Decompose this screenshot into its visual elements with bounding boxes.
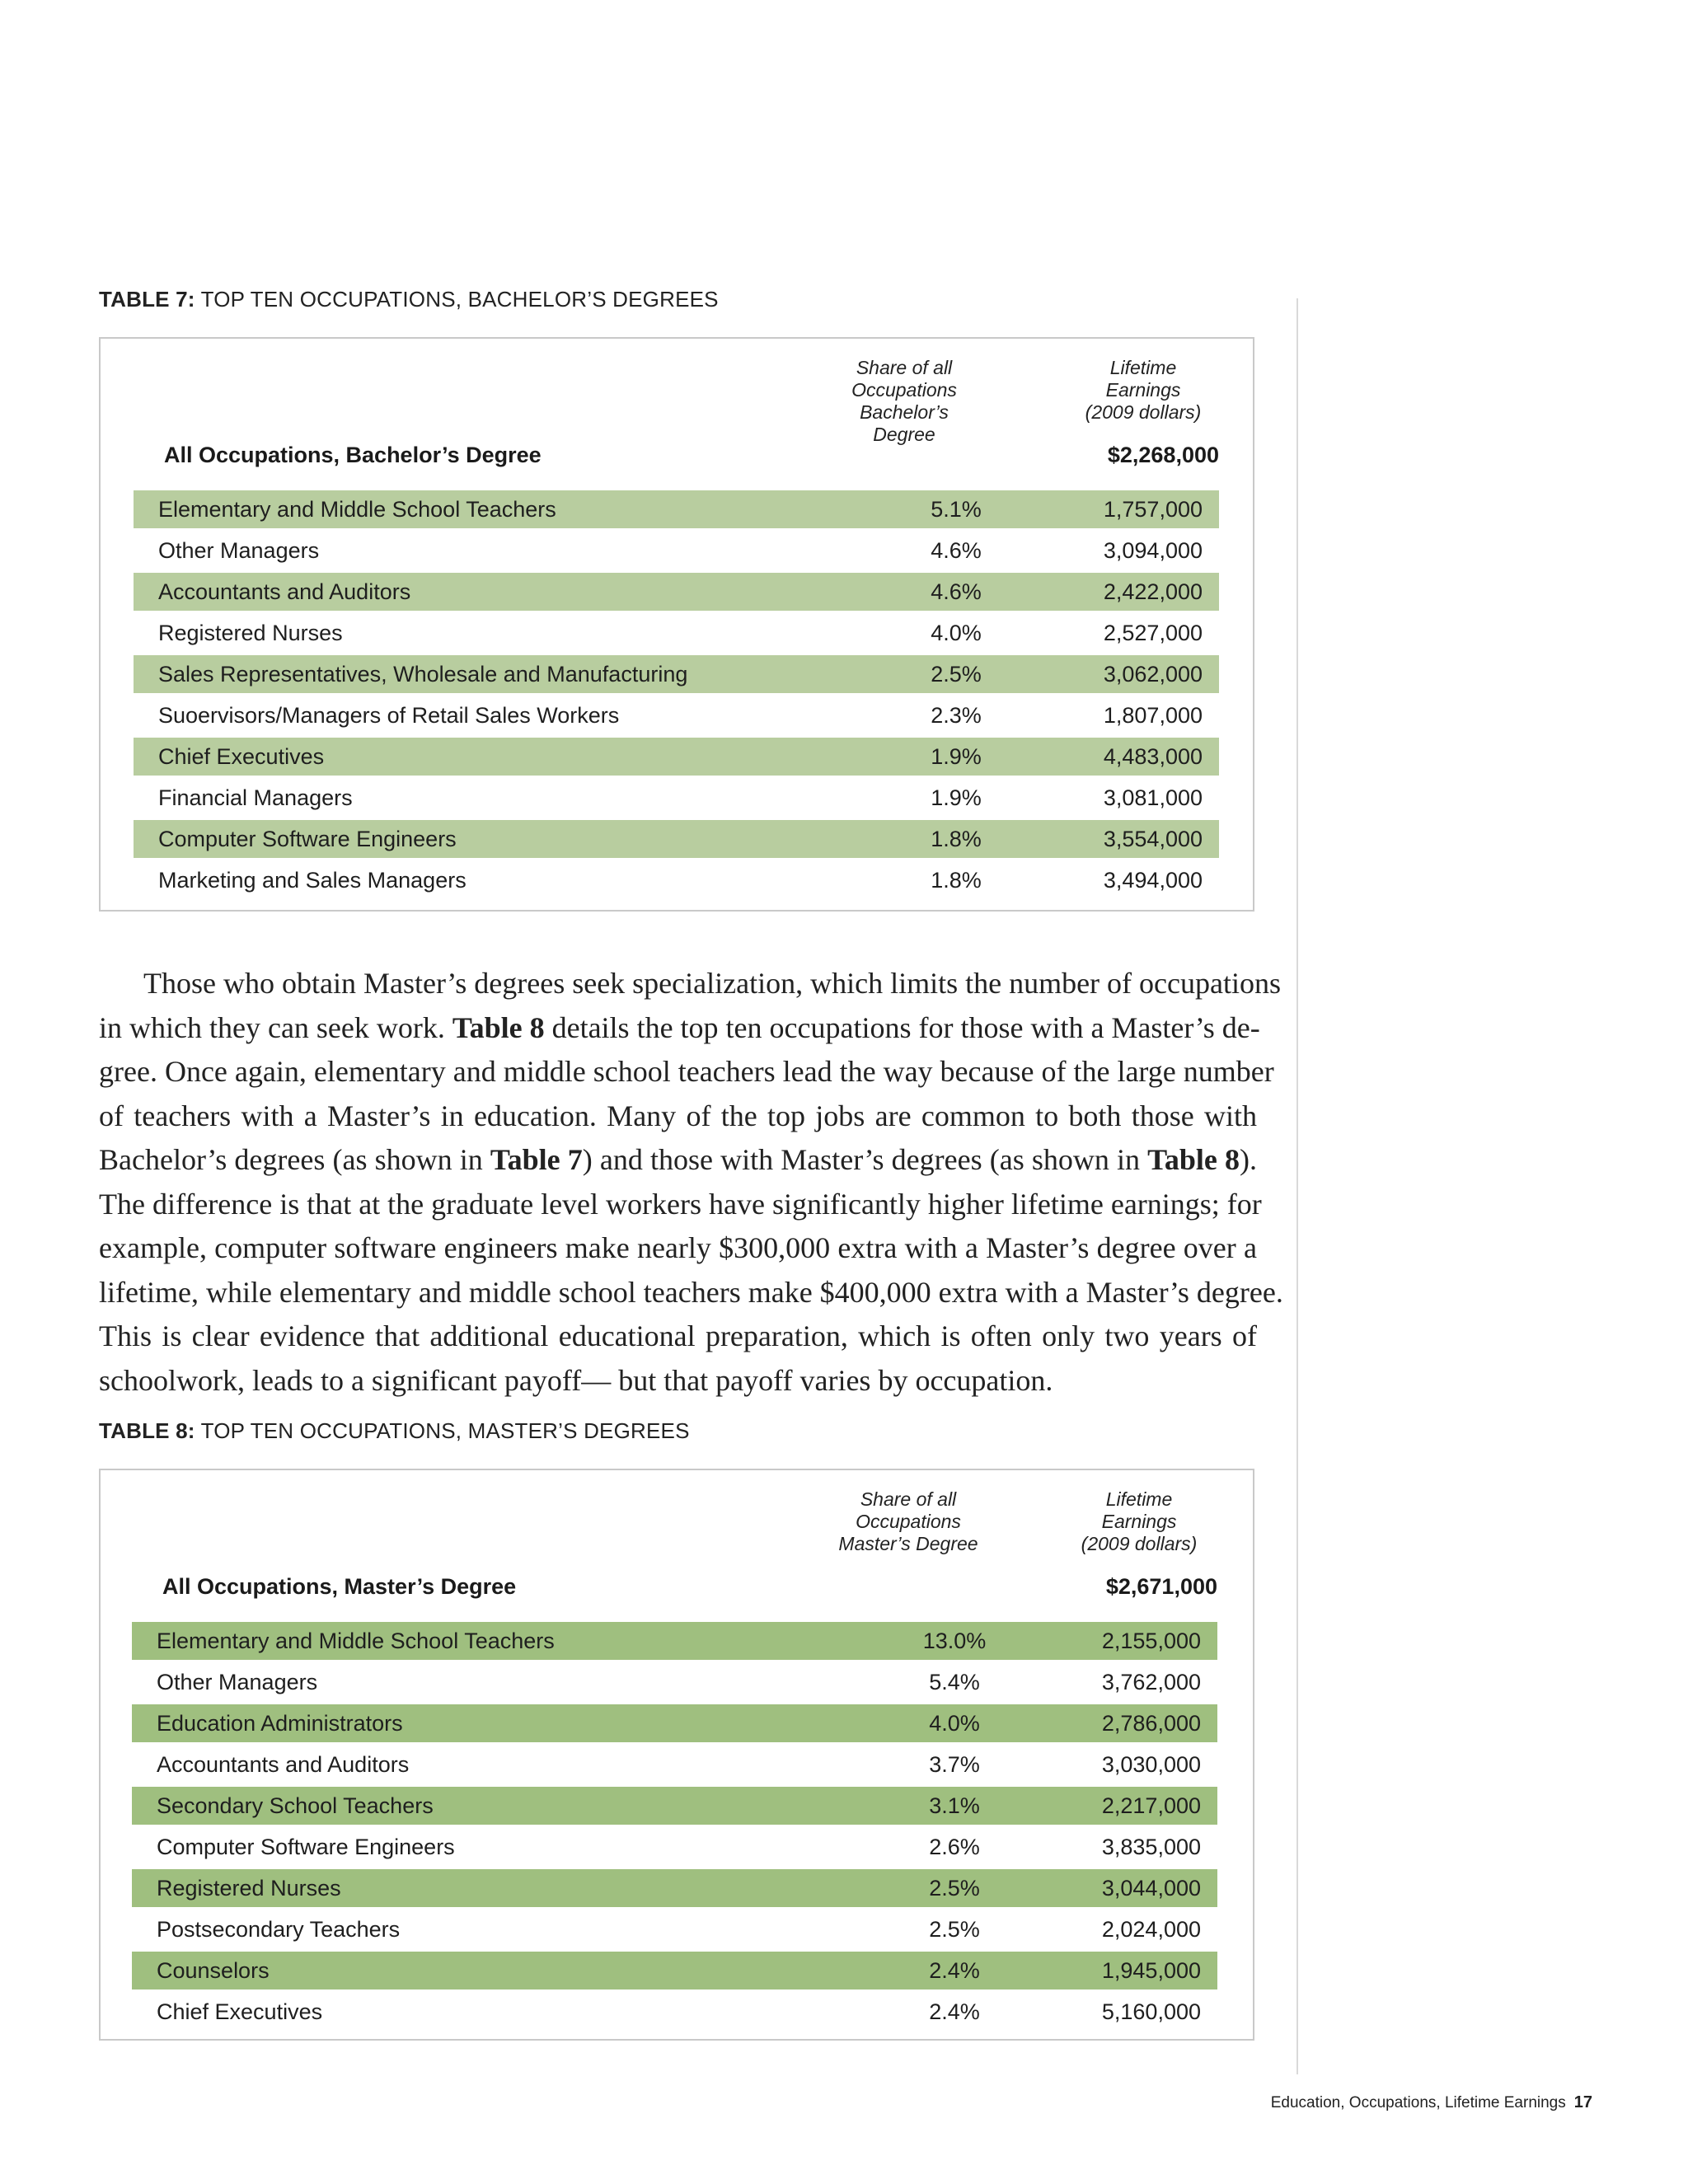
row-occupation: Financial Managers — [158, 785, 353, 810]
row-earnings: 2,217,000 — [1101, 1793, 1201, 1818]
table-row — [132, 1952, 1217, 1990]
row-earnings: 3,062,000 — [1103, 662, 1203, 687]
row-occupation: Chief Executives — [158, 744, 325, 769]
row-share: 2.3% — [931, 703, 982, 728]
row-occupation: Computer Software Engineers — [157, 1835, 455, 1859]
table8-reference: Table 8 — [1147, 1143, 1240, 1176]
paragraph-line — [99, 1138, 1257, 1183]
table7 — [99, 337, 1254, 912]
row-occupation: Elementary and Middle School Teachers — [157, 1629, 555, 1653]
table7-col-share-header: Share of all Occupations Bachelor’s Degree — [851, 357, 957, 445]
row-earnings: 3,094,000 — [1103, 538, 1203, 563]
row-share: 4.0% — [929, 1711, 980, 1736]
paragraph-line: gree. Once again, elementary and middle school teachers lead the way because of the large number — [99, 1055, 1274, 1088]
table-row — [134, 655, 1219, 693]
row-earnings: 2,527,000 — [1103, 621, 1203, 645]
row-occupation: Accountants and Auditors — [158, 579, 411, 604]
row-share: 2.4% — [929, 1958, 980, 1983]
paragraph-line: example, computer software engineers make nearly $300,000 extra with a Master’s degree over a — [99, 1231, 1257, 1264]
row-occupation: Accountants and Auditors — [157, 1752, 410, 1777]
row-share: 4.6% — [931, 538, 982, 563]
row-share: 3.1% — [929, 1793, 980, 1818]
table-row — [132, 1828, 1217, 1866]
table-row — [134, 779, 1219, 817]
table-row — [134, 738, 1219, 776]
row-earnings: 5,160,000 — [1101, 1999, 1201, 2024]
paragraph-line: schoolwork, leads to a significant payoff— but that payoff varies by occupation. — [99, 1363, 1053, 1397]
table-row — [134, 532, 1219, 569]
row-earnings: 1,807,000 — [1103, 703, 1203, 728]
table7-all-occupations-value: $2,268,000 — [1107, 443, 1219, 467]
row-share: 13.0% — [922, 1629, 987, 1653]
table8-all-occupations-label: All Occupations, Master’s Degree — [162, 1574, 517, 1599]
row-share: 5.4% — [929, 1670, 980, 1694]
table-row — [132, 1622, 1217, 1660]
row-share: 2.6% — [929, 1835, 980, 1859]
row-earnings: 3,835,000 — [1101, 1835, 1201, 1859]
row-occupation: Marketing and Sales Managers — [158, 868, 467, 893]
table7-caption-text: TOP TEN OCCUPATIONS, BACHELOR’S DEGREES — [195, 287, 719, 312]
row-earnings: 2,786,000 — [1101, 1711, 1201, 1736]
table-row — [132, 1869, 1217, 1907]
paragraph-line: of teachers with a Master’s in education. Many of the top jobs are common to both those with — [99, 1099, 1257, 1132]
table-row — [134, 861, 1219, 899]
paragraph-text: Those who obtain Master’s degrees seek specialization, which limits the number of occupations — [143, 967, 1281, 1000]
row-earnings: 2,155,000 — [1101, 1629, 1201, 1653]
row-occupation: Sales Representatives, Wholesale and Manufacturing — [158, 662, 688, 687]
row-share: 4.6% — [931, 579, 982, 604]
paragraph-text: ) and those with Master’s degrees (as shown in — [582, 1143, 1148, 1176]
row-earnings: 4,483,000 — [1103, 744, 1203, 769]
row-share: 3.7% — [929, 1752, 980, 1777]
row-occupation: Chief Executives — [157, 1999, 323, 2024]
table-row — [134, 820, 1219, 858]
row-occupation: Postsecondary Teachers — [157, 1917, 401, 1942]
table8-col-share-header: Share of all Occupations Master’s Degree — [838, 1488, 978, 1554]
row-earnings: 3,554,000 — [1103, 827, 1203, 851]
row-occupation: Education Administrators — [157, 1711, 403, 1736]
column-divider — [1296, 298, 1298, 2074]
table-row — [132, 1993, 1217, 2031]
row-earnings: 3,030,000 — [1101, 1752, 1201, 1777]
table8-caption-label: TABLE 8: — [99, 1418, 195, 1443]
row-share: 2.5% — [929, 1876, 980, 1900]
row-earnings: 2,024,000 — [1101, 1917, 1201, 1942]
table-row — [132, 1787, 1217, 1825]
table8-rows — [132, 1622, 1217, 2034]
row-share: 1.9% — [931, 744, 982, 769]
paragraph-line: The difference is that at the graduate level workers have significantly higher lifetime earnings; for — [99, 1187, 1262, 1221]
paragraph-line: This is clear evidence that additional educational preparation, which is often only two years of — [99, 1319, 1257, 1352]
table7-reference: Table 7 — [490, 1143, 583, 1176]
row-occupation: Elementary and Middle School Teachers — [158, 497, 556, 522]
body-paragraph — [99, 962, 1283, 1403]
paragraph-text: details the top ten occupations for those with a Master’s de- — [544, 1010, 1260, 1044]
row-earnings: 1,757,000 — [1103, 497, 1203, 522]
table-row — [132, 1746, 1217, 1783]
table7-caption — [99, 287, 719, 312]
paragraph-line — [99, 1006, 1260, 1051]
paragraph-line — [99, 962, 1281, 1006]
table8-caption — [99, 1418, 690, 1444]
row-share: 1.8% — [931, 868, 982, 893]
table-row — [134, 696, 1219, 734]
page-number: 17 — [1573, 2093, 1592, 2111]
table8-caption-text: TOP TEN OCCUPATIONS, MASTER’S DEGREES — [195, 1418, 690, 1443]
paragraph-text: ). — [1239, 1143, 1257, 1176]
row-earnings: 2,422,000 — [1103, 579, 1203, 604]
row-share: 2.5% — [931, 662, 982, 687]
row-earnings: 3,044,000 — [1101, 1876, 1201, 1900]
page-footer — [1271, 2093, 1592, 2112]
row-occupation: Secondary School Teachers — [157, 1793, 434, 1818]
row-share: 1.8% — [931, 827, 982, 851]
table7-caption-label: TABLE 7: — [99, 287, 195, 312]
table-row — [134, 490, 1219, 528]
row-share: 4.0% — [931, 621, 982, 645]
row-occupation: Registered Nurses — [158, 621, 343, 645]
row-earnings: 3,081,000 — [1103, 785, 1203, 810]
paragraph-line: lifetime, while elementary and middle school teachers make $400,000 extra with a Master’s degree. — [99, 1275, 1283, 1309]
row-earnings: 3,494,000 — [1103, 868, 1203, 893]
table-row — [132, 1704, 1217, 1742]
table-row — [134, 573, 1219, 611]
row-earnings: 3,762,000 — [1101, 1670, 1201, 1694]
paragraph-text: in which they can seek work. — [99, 1010, 452, 1044]
table7-rows — [134, 490, 1219, 902]
row-occupation: Computer Software Engineers — [158, 827, 457, 851]
footer-title: Education, Occupations, Lifetime Earnings — [1270, 2094, 1566, 2111]
table8-all-occupations-value: $2,671,000 — [1105, 1574, 1217, 1599]
table7-col-earnings-header: Lifetime Earnings (2009 dollars) — [1085, 357, 1202, 423]
row-share: 2.4% — [929, 1999, 980, 2024]
row-occupation: Registered Nurses — [157, 1876, 341, 1900]
row-occupation: Counselors — [157, 1958, 270, 1983]
row-earnings: 1,945,000 — [1101, 1958, 1201, 1983]
row-share: 1.9% — [931, 785, 982, 810]
row-occupation: Other Managers — [157, 1670, 318, 1694]
paragraph-indent — [99, 967, 143, 1000]
table8 — [99, 1469, 1254, 2041]
table-row — [134, 614, 1219, 652]
table-row — [132, 1663, 1217, 1701]
table8-col-earnings-header: Lifetime Earnings (2009 dollars) — [1081, 1488, 1198, 1554]
table7-all-occupations-label: All Occupations, Bachelor’s Degree — [164, 443, 542, 467]
row-share: 5.1% — [931, 497, 982, 522]
paragraph-text: Bachelor’s degrees (as shown in — [99, 1143, 490, 1176]
table8-reference: Table 8 — [452, 1010, 545, 1044]
table-row — [132, 1910, 1217, 1948]
row-share: 2.5% — [929, 1917, 980, 1942]
row-occupation: Suoervisors/Managers of Retail Sales Workers — [158, 703, 620, 728]
row-occupation: Other Managers — [158, 538, 320, 563]
